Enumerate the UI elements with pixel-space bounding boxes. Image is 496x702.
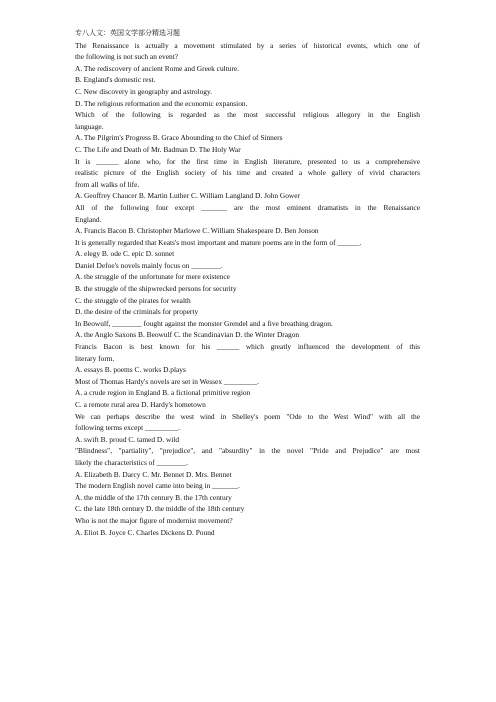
text-line: D. The religious reformation and the economic expansion.: [75, 98, 248, 108]
text-line: A. the struggle of the unfortunate for mere existence: [75, 272, 230, 282]
document-title: 专八人文：英国文学部分精选习题: [75, 29, 180, 37]
question-list: [75, 40, 420, 539]
text-line: the following is not such an event?: [75, 52, 179, 62]
text-line: A. swift B. proud C. tamed D. wild: [75, 434, 180, 444]
text-line: We can perhaps describe the west wind in Shelley's poem "Ode to the West Wind" with all the: [75, 411, 420, 421]
text-line: In Beowulf, ________ fought against the monster Grendel and a five breathing dragon.: [75, 318, 333, 328]
text-line: A. elegy B. ode C. epic D. sonnet: [75, 249, 175, 259]
text-line: England.: [75, 214, 102, 224]
text-line: A. the middle of the 17th century B. the 17th century: [75, 492, 232, 502]
text-line: Daniel Defoe's novels mainly focus on ________.: [75, 260, 223, 270]
text-line: B. England's domestic rest.: [75, 75, 156, 85]
document-body: [75, 28, 420, 538]
text-line: Which of the following is regarded as the most successful religious allegory in the English: [75, 110, 420, 120]
text-line: It is ______ alone who, for the first time in English literature, presented to us a comprehensive: [75, 156, 420, 166]
text-line: B. the struggle of the shipwrecked persons for security: [75, 284, 237, 294]
text-line: It is generally regarded that Keats's most important and mature poems are in the form of ______.: [75, 237, 362, 247]
text-line: literary form.: [75, 353, 115, 363]
text-line: C. The Life and Death of Mr. Badman D. The Holy War: [75, 144, 241, 154]
text-line: C. the struggle of the pirates for wealth: [75, 295, 191, 305]
text-line: The Renaissance is actually a movement stimulated by a series of historical events, which one of: [75, 40, 420, 50]
text-line: All of the following four except _______ are the most eminent dramatists in the Renaissance: [75, 202, 420, 212]
text-line: from all walks of life.: [75, 179, 140, 189]
text-line: A. Geoffrey Chaucer B. Martin Luther C. William Langland D. John Gower: [75, 191, 300, 201]
text-line: A. The Pilgrim's Progress B. Grace Abounding to the Chief of Sinners: [75, 133, 283, 143]
text-line: A. essays B. poems C. works D.plays: [75, 365, 186, 375]
text-line: A. the Anglo Saxons B. Beowulf C. the Scandinavian D. the Winter Dragon: [75, 330, 300, 340]
text-line: A. Francis Bacon B. Christopher Marlowe C. William Shakespeare D. Ben Jonson: [75, 226, 319, 236]
text-line: Most of Thomas Hardy's novels are set in Wessex _________.: [75, 376, 259, 386]
text-line: C. a remote rural area D. Hardy's hometown: [75, 400, 206, 409]
text-line: realistic picture of the English society of his time and created a whole gallery of vivid characters: [75, 168, 420, 178]
text-line: likely the characteristics of ________.: [75, 457, 189, 467]
text-line: following terms except _________.: [75, 423, 181, 433]
text-line: A. Elizabeth B. Darcy C. Mr. Bennet D. Mrs. Bennet: [75, 469, 232, 479]
text-line: A. The rediscovery of ancient Rome and Greek culture.: [75, 63, 240, 73]
text-line: Who is not the major figure of modernist movement?: [75, 515, 233, 525]
text-line: C. the late 18th century D. the middle of the 18th century: [75, 504, 245, 514]
text-line: language.: [75, 121, 104, 131]
text-line: The modern English novel came into being in _______.: [75, 481, 240, 491]
text-line: "Blindness", "partiality", "prejudice", and "absurdity" in the novel "Pride and Prejudice" are most: [75, 446, 420, 456]
text-line: A. Eliot B. Joyce C. Charles Dickens D. Pound: [75, 527, 215, 537]
text-line: D. the desire of the criminals for property: [75, 307, 199, 317]
text-line: Francis Bacon is best known for his ______ which greatly influenced the development of this: [75, 342, 420, 352]
text-line: C. New discovery in geography and astrology.: [75, 86, 213, 96]
text-line: A. a crude region in England B. a fictional primitive region: [75, 388, 251, 398]
